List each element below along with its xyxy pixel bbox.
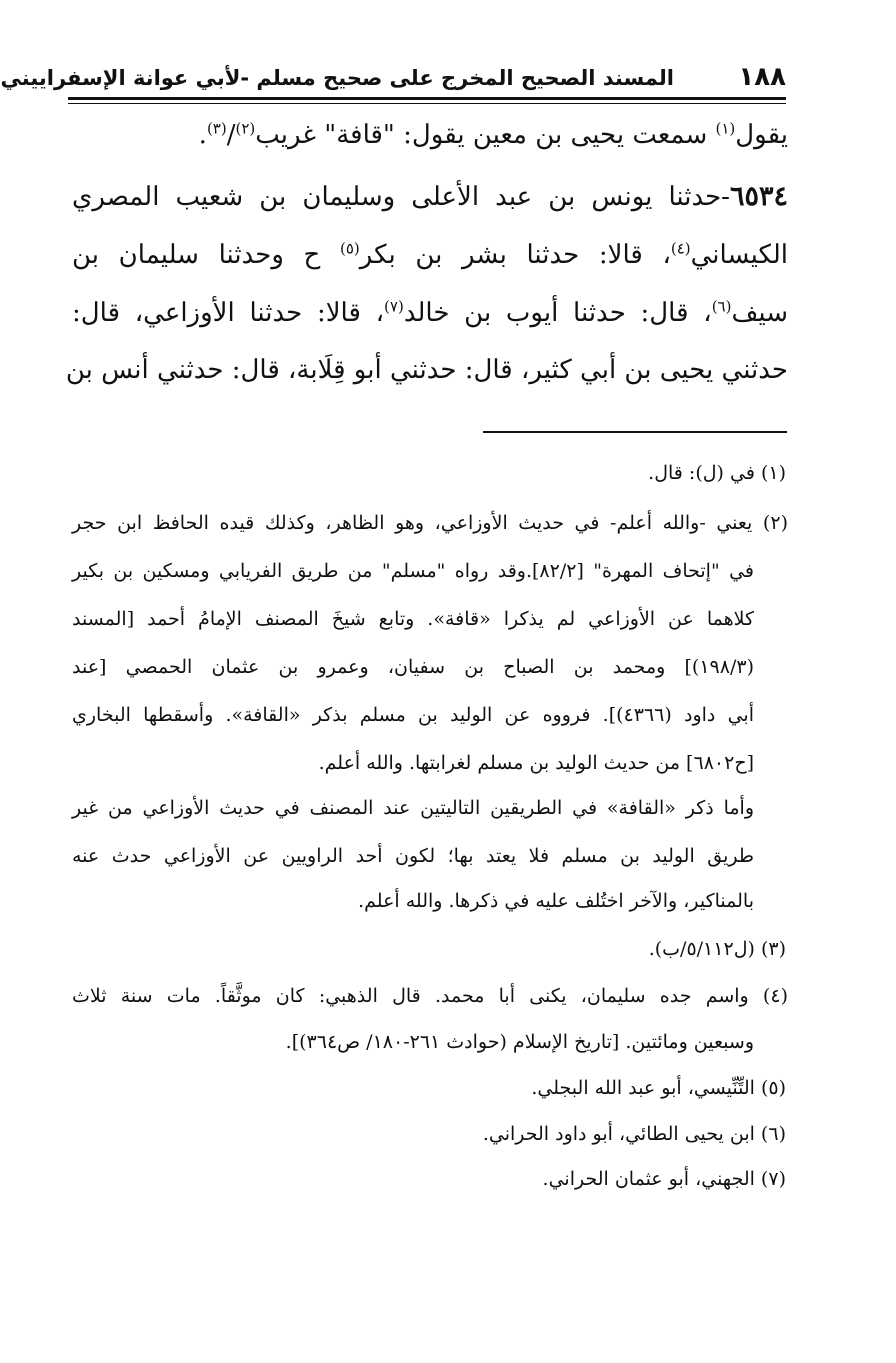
footnote-2-line-8: طريق الوليد بن مسلم فلا يعتد بها؛ لكون أحد الراويين عن الأوزاعي حدث عنه [72,845,754,867]
footnote-3: (٣) (ل٥/١١٢/ب). [648,938,786,960]
footnote-2-line-1: (٢) يعني -والله أعلم- في حديث الأوزاعي، وهو الظاهر، وكذلك قيده الحافظ ابن حجر [72,512,788,534]
footnote-4-line-2: وسبعين ومائتين. [تاريخ الإسلام (حوادث ٢٦١-١٨٠/ ص٣٦٤)]. [285,1031,754,1053]
footnote-6: (٦) ابن يحيى الطائي، أبو داود الحراني. [482,1123,786,1145]
hadith-number: ٦٥٣٤ [729,181,788,212]
running-header [0,58,786,98]
footnote-1: (١) في (ل): قال. [648,462,786,484]
footnote-ref: (٥) [340,239,360,258]
running-title: المسند الصحيح المخرج على صحيح مسلم -لأبي عوانة الإسفراييني [0,66,674,90]
footnote-2-line-9: بالمناكير، والآخر اختُلف عليه في ذكرها. والله أعلم. [358,890,754,912]
footnote-ref: (١) [715,119,736,138]
footnote-separator [483,431,787,433]
footnote-2-line-2: في "إتحاف المهرة" [٨٢/٢].وقد رواه "مسلم" من طريق الفريابي ومسكين بن بكير [72,560,754,582]
footnote-ref: (٧) [384,297,404,316]
header-rule-thick [68,97,786,100]
footnote-2-line-5: أبي داود (٤٣٦٦)]. فرووه عن الوليد بن مسلم بذكر «القافة». وأسقطها البخاري [72,704,754,726]
body-line-1: يقول$^{(١)}$ سمعت يحيى بن معين يقول: "قافة" غريب$^{(٢)}$/$^{(٣)}$. [198,119,788,150]
footnote-4-line-1: (٤) واسم جده سليمان، يكنى أبا محمد. قال الذهبي: كان موثَّقاً. مات سنة ثلاث [72,985,788,1007]
footnote-ref: (٤) [670,239,691,258]
footnote-2-line-7: وأما ذكر «القافة» في الطريقين التاليتين عند المصنف في حديث الأوزاعي من غير [72,797,754,819]
footnote-ref: (٣) [206,119,227,138]
body-line-4: سيف$^{(٦)}$، قال: حدثنا أيوب بن خالد$^{(٧)}$، قالا: حدثنا الأوزاعي، قال: [72,297,789,328]
footnote-2-line-4: (١٩٨/٣)] ومحمد بن الصباح بن سفيان، وعمرو بن عثمان الحمصي [عند [72,656,754,678]
page-number: ١٨٨ [738,62,786,92]
footnote-2-line-3: كلاهما عن الأوزاعي لم يذكرا «قافة». وتابع شيخَ المصنف الإمامُ أحمد [المسند [72,608,754,630]
body-line-2: ٦٥٣٤-حدثنا يونس بن عبد الأعلى وسليمان بن شعيب المصري [72,181,788,212]
body-line-3: الكيساني$^{(٤)}$، قالا: حدثنا بشر بن بكر$^{(٥)}$ ح وحدثنا سليمان بن [72,239,789,270]
body-line-5: حدثني يحيى بن أبي كثير، قال: حدثني أبو قِلَابة، قال: حدثني أنس بن [65,355,788,385]
footnote-5: (٥) التِّنِّيسي، أبو عبد الله البجلي. [531,1077,786,1099]
footnote-ref: (٦) [711,297,732,316]
footnote-ref: (٢) [235,119,256,138]
footnote-2-line-6: [ح٦٨٠٢] من حديث الوليد بن مسلم لغرابتها. والله أعلم. [318,752,754,774]
footnote-7: (٧) الجهني، أبو عثمان الحراني. [542,1168,786,1190]
header-rule-thin [68,103,786,104]
